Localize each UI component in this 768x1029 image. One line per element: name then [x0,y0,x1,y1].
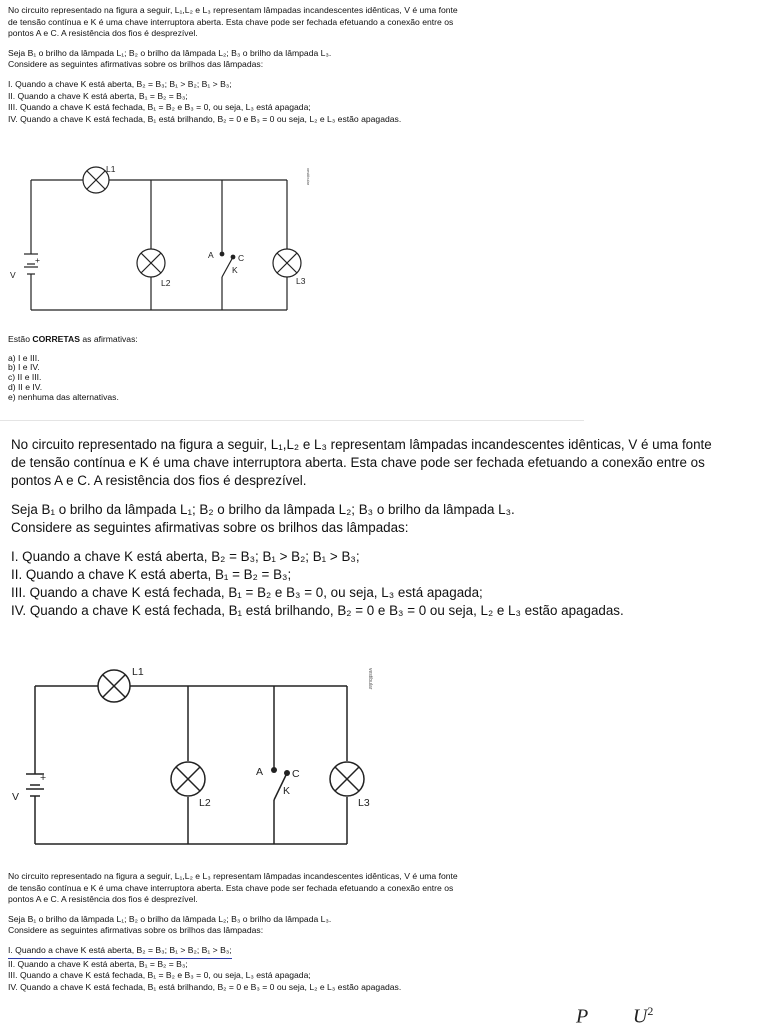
statement-1-b3 [8,945,760,959]
statement-1-large: I. Quando a chave K está aberta, B₂ = B₃; B₁ > B₂; B₁ > B₃; [11,549,360,564]
question-line-1: No circuito representado na figura a seguir, L₁,L₂ e L₃ representam lâmpadas incandescentes idênticas, V é uma fonte [8,5,458,15]
corretas-suffix: as afirmativas: [79,334,138,344]
side-note: vestibular [306,168,311,186]
statement-1: I. Quando a chave K está aberta, B₂ = B₃; B₁ > B₂; B₁ > B₃; [8,78,232,89]
statement-4-large: IV. Quando a chave K está fechada, B₁ está brilhando, B₂ = 0 e B₃ = 0 ou seja, L₂ e L₃ estão apagadas. [11,603,624,618]
statement-2-large: II. Quando a chave K está aberta, B₁ = B₂ = B₃; [11,567,292,582]
point-a-label-large: A [256,766,264,778]
corretas-line [8,334,760,346]
corretas-prefix: Estão [8,334,33,344]
corner-formula-symbol: U [632,1005,648,1028]
statement-2-b3: II. Quando a chave K está aberta, B₁ = B₂ = B₃; [8,958,188,969]
lamp-2-label: L2 [161,278,171,288]
statement-3-b3: III. Quando a chave K está fechada, B₁ = B₂ e B₃ = 0, ou seja, L₃ está apagada; [8,970,311,981]
question-line-3-b3: pontos A e C. A resistência dos fios é desprezível. [8,894,198,905]
question-block-3 [8,871,760,993]
answers-block [8,334,760,403]
statement-3-large: III. Quando a chave K está fechada, B₁ = B₂ e B₃ = 0, ou seja, L₃ está apagada; [11,585,483,600]
seja-line: Seja B₁ o brilho da lâmpada L₁; B₂ o brilho da lâmpada L₂; B₃ o brilho da lâmpada L₃. [8,47,332,58]
question-line-1-b3: No circuito representado na figura a seguir, L₁,L₂ e L₃ representam lâmpadas incandescentes idênticas, V é uma fonte [8,871,458,881]
side-note-large: vestibular [367,668,373,690]
option-e: e) nenhuma das alternativas. [8,391,119,402]
divider [0,420,584,421]
considere-line-large: Considere as seguintes afirmativas sobre os brilhos das lâmpadas: [11,520,409,535]
corner-formula-exponent: 2 [647,1004,654,1018]
corretas-bold: CORRETAS [32,334,80,344]
circuit-diagram-2 [10,660,380,852]
source-label: V [10,270,16,280]
question-block-1 [8,5,760,125]
seja-line-b3: Seja B₁ o brilho da lâmpada L₁; B₂ o brilho da lâmpada L₂; B₃ o brilho da lâmpada L₃. [8,913,332,924]
statement-3: III. Quando a chave K está fechada, B₁ = B₂ e B₃ = 0, ou seja, L₃ está apagada; [8,102,311,113]
statement-4: IV. Quando a chave K está fechada, B₁ está brilhando, B₂ = 0 e B₃ = 0 ou seja, L₂ e L₃ estão apagadas. [8,113,402,124]
plus-label-large: + [40,772,47,784]
corner-formula-prefix: P [576,1005,588,1028]
question-line-2-b3: de tensão contínua e K é uma chave interruptora aberta. Esta chave pode ser fechada efetuando a conexão entre os [8,882,454,893]
statement-2: II. Quando a chave K está aberta, B₁ = B₂ = B₃; [8,90,188,101]
lamp-3-label: L3 [296,276,306,286]
lamp-3-label-large: L3 [358,797,370,809]
lamp-1-label: L1 [106,164,116,174]
point-c-label-large: C [292,768,300,780]
question-line-2-large: de tensão contínua e K é uma chave interruptora aberta. Esta chave pode ser fechada efetuando a conexão entre os [11,455,705,470]
lamp-2-label-large: L2 [199,797,211,809]
statement-1-underlined: I. Quando a chave K está aberta, B₂ = B₃; B₁ > B₂; B₁ > B₃; [8,945,232,959]
option-a: a) I e III. [8,352,40,363]
switch-k-label: K [232,265,238,275]
lamp-1-label-large: L1 [132,666,144,678]
question-line-1-large: No circuito representado na figura a seguir, L₁,L₂ e L₃ representam lâmpadas incandescentes idênticas, V é uma fonte [11,437,712,452]
statement-4-b3: IV. Quando a chave K está fechada, B₁ está brilhando, B₂ = 0 e B₃ = 0 ou seja, L₂ e L₃ estão apagadas. [8,981,402,992]
question-line-3-large: pontos A e C. A resistência dos fios é desprezível. [11,473,307,488]
question-line-2: de tensão contínua e K é uma chave interruptora aberta. Esta chave pode ser fechada efetuando a conexão entre os [8,16,454,27]
switch-k-label-large: K [283,785,291,797]
seja-line-large: Seja B₁ o brilho da lâmpada L₁; B₂ o brilho da lâmpada L₂; B₃ o brilho da lâmpada L₃. [11,502,515,517]
corner-formula [576,1004,653,1029]
plus-label: + [35,255,40,265]
source-label-large: V [12,791,20,803]
considere-line-b3: Considere as seguintes afirmativas sobre os brilhos das lâmpadas: [8,925,264,936]
considere-line: Considere as seguintes afirmativas sobre os brilhos das lâmpadas: [8,59,264,70]
point-c-label: C [238,253,245,263]
circuit-diagram-1 [8,160,312,320]
question-block-2 [11,436,763,620]
question-line-3: pontos A e C. A resistência dos fios é desprezível. [8,28,198,39]
point-a-label: A [208,250,214,260]
option-b: b) I e IV. [8,362,40,373]
option-c: c) II e III. [8,372,42,383]
option-d: d) II e IV. [8,381,43,392]
